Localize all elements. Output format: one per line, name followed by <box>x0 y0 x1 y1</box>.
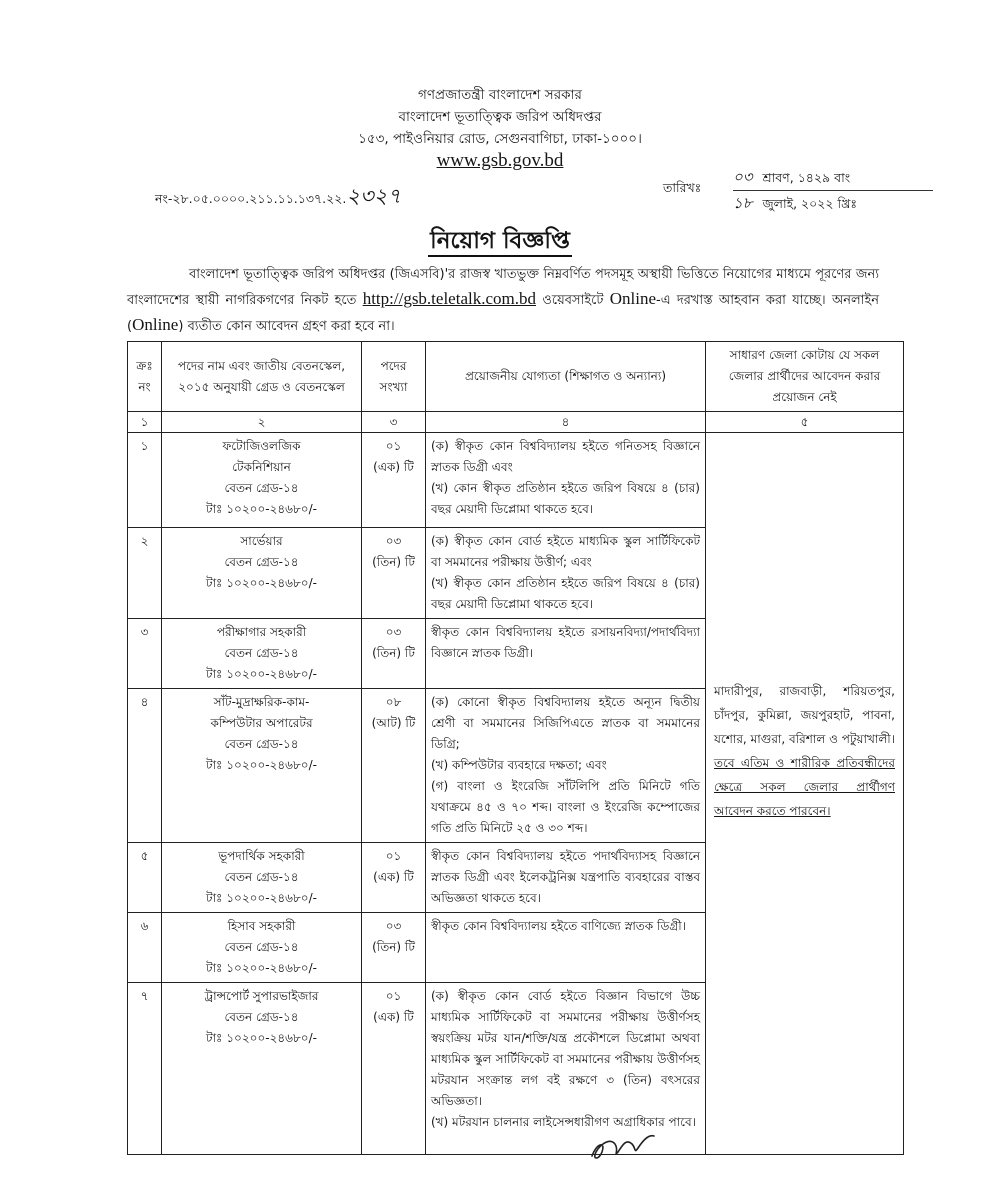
qualification-item: (ক) স্বীকৃত কোন বিশ্ববিদ্যালয় হইতে গনিতসহ বিজ্ঞানে স্নাতক ডিগ্রী এবং <box>431 439 700 474</box>
row-qualification <box>426 528 706 619</box>
row-post <box>162 983 362 1155</box>
posts-table <box>127 341 904 1155</box>
row-serial: ৭ <box>128 983 162 1155</box>
qualification-item: (খ) কম্পিউটার ব্যবহারে দক্ষতা; এবং <box>431 758 607 772</box>
column-number: ৪ <box>426 412 706 433</box>
intro-online-1: Online <box>609 289 657 308</box>
notice-title-text: নিয়োগ বিজ্ঞপ্তি <box>428 228 572 257</box>
count-line: ০৩ <box>385 625 402 639</box>
header-serial: ক্রঃ নং <box>128 342 162 412</box>
row-post <box>162 689 362 843</box>
bangla-date-rest: শ্রাবণ, ১৪২৯ বাং <box>762 170 851 185</box>
notice-title <box>0 222 1000 261</box>
intro-paragraph <box>127 263 879 339</box>
english-date <box>733 190 933 217</box>
post-line: বেতন গ্রেড-১৪ <box>224 481 299 495</box>
row-post <box>162 843 362 913</box>
qualification-item: (খ) স্বীকৃত কোন প্রতিষ্ঠান হইতে জরিপ বিষয়ে ৪ (চার) বছর মেয়াদী ডিপ্লোমা থাকতে হবে। <box>431 576 700 611</box>
row-count <box>362 689 426 843</box>
count-line: (এক) টি <box>373 460 414 474</box>
header-count: পদের সংখ্যা <box>362 342 426 412</box>
count-line: ০১ <box>385 849 402 863</box>
post-line: বেতন গ্রেড-১৪ <box>224 646 299 660</box>
qualification-item: (ক) কোনো স্বীকৃত বিশ্ববিদ্যালয় হইতে অন্যূন দ্বিতীয় শ্রেণী বা সমমানের সিজিপিএতে স্নাতক বা সমমানের ডিগ্রি; <box>431 695 700 751</box>
count-line: ০৩ <box>385 919 402 933</box>
row-post <box>162 913 362 983</box>
bangla-date <box>733 166 933 191</box>
post-line: পরীক্ষাগার সহকারী <box>216 625 307 639</box>
qualification-item: স্বীকৃত কোন বিশ্ববিদ্যালয় হইতে রসায়নবিদ্যা/পদার্থবিদ্যা বিজ্ঞানে স্নাতক ডিগ্রী। <box>431 625 700 660</box>
website-link[interactable]: www.gsb.gov.bd <box>436 150 564 171</box>
post-line: টাঃ ১০২০০-২৪৬৮০/- <box>206 961 317 975</box>
intro-text-1: বাংলাদেশ ভূতাত্ত্বিক জরিপ অধিদপ্তর (জিএসবি)'র রাজস্ব খাতভুক্ত নিম্নবর্ণিত পদসমূহ অস্থায়ী ভিত্তিতে নিয়োগের মাধ্যমে পূরণের জন্য বাংলাদেশের স্থায়ী নাগরিকগণের নিকট হতে <box>127 267 879 308</box>
row-serial: ৫ <box>128 843 162 913</box>
post-line: বেতন গ্রেড-১৪ <box>224 940 299 954</box>
row-post <box>162 619 362 689</box>
row-qualification <box>426 433 706 528</box>
post-line: সাঁট-মুদ্রাক্ষরিক-কাম- <box>213 695 310 709</box>
row-count <box>362 433 426 528</box>
post-line: ভূপদার্থিক সহকারী <box>218 849 305 863</box>
header-qualification: প্রয়োজনীয় যোগ্যতা (শিক্ষাগত ও অন্যান্য) <box>426 342 706 412</box>
table-body <box>128 412 904 1155</box>
intro-text-3: -এ দরখাস্ত আহবান করা যাচ্ছে। অনলাইন ( <box>127 293 879 334</box>
quota-districts: মাদারীপুর, রাজবাড়ী, শরিয়তপুর, চাঁদপুর, কুমিল্লা, জয়পুরহাট, পাবনা, যশোর, মাগুরা, বরিশাল ও পটুয়াখালী। <box>714 684 895 746</box>
english-date-rest: জুলাই, ২০২২ খ্রিঃ <box>762 196 858 211</box>
table-row <box>128 433 904 528</box>
signature-mark <box>588 1122 658 1166</box>
post-line: ট্রান্সপোর্ট সুপারভাইজার <box>204 989 319 1003</box>
memo-number <box>155 180 401 215</box>
post-line: টাঃ ১০২০০-২৪৬৮০/- <box>206 667 317 681</box>
count-line: ০৮ <box>385 695 402 709</box>
row-qualification <box>426 619 706 689</box>
row-count <box>362 983 426 1155</box>
qualification-item: (ক) স্বীকৃত কোন বোর্ড হইতে বিজ্ঞান বিভাগে উচ্চ মাধ্যমিক সার্টিফিকেট বা সমমানের পরীক্ষায় উত্তীর্ণসহ স্বয়ংক্রিয় মটর যান/শক্তি/যন্ত্র প্রকৌশলে ডিপ্লোমা অথবা মাধ্যমিক স্কুল সার্টিফিকেট বা সমমানের পরীক্ষায় উত্তীর্ণসহ মটরযান সংক্রান্ত লগ বই রক্ষণে ৩ (তিন) বৎসরের অভিজ্ঞতা। <box>431 989 700 1108</box>
intro-online-2: Online <box>132 315 179 334</box>
row-serial: ৩ <box>128 619 162 689</box>
qualification-item: (খ) মটরযান চালনার লাইসেন্সধারীগণ অগ্রাধিকার পাবে। <box>431 1115 696 1129</box>
row-serial: ২ <box>128 528 162 619</box>
office-header <box>0 84 1000 172</box>
table-header-row <box>128 342 904 412</box>
column-number: ২ <box>162 412 362 433</box>
row-count <box>362 843 426 913</box>
count-line: (এক) টি <box>373 870 414 884</box>
row-serial: ৬ <box>128 913 162 983</box>
count-line: ০১ <box>385 989 402 1003</box>
row-qualification <box>426 689 706 843</box>
row-qualification <box>426 983 706 1155</box>
column-number: ৫ <box>706 412 904 433</box>
post-line: টেকনিশিয়ান <box>232 460 291 474</box>
row-post <box>162 528 362 619</box>
header-post: পদের নাম এবং জাতীয় বেতনস্কেল, ২০১৫ অনুযায়ী গ্রেড ও বেতনস্কেল <box>162 342 362 412</box>
column-number: ৩ <box>362 412 426 433</box>
memo-number-text: নং-২৮.০৫.০০০০.২১১.১১.১৩৭.২২. <box>155 191 347 206</box>
row-count <box>362 619 426 689</box>
quota-cell <box>706 433 904 1155</box>
post-line: সার্ভেয়ার <box>240 534 283 548</box>
row-count <box>362 913 426 983</box>
qualification-item: স্বীকৃত কোন বিশ্ববিদ্যালয় হইতে পদার্থবিদ্যাসহ বিজ্ঞানে স্নাতক ডিগ্রী এবং ইলেকট্রনিক্স যন্ত্রপাতি ব্যবহারের বাস্তব অভিজ্ঞতা থাকতে হবে। <box>431 849 700 905</box>
govt-name: গণপ্রজাতন্ত্রী বাংলাদেশ সরকার <box>418 87 582 103</box>
count-line: (আট) টি <box>371 716 416 730</box>
count-line: (এক) টি <box>373 1010 414 1024</box>
intro-text-2: ওয়েবসাইটে <box>542 293 604 308</box>
row-qualification <box>426 843 706 913</box>
column-number: ১ <box>128 412 162 433</box>
apply-url-link[interactable]: http://gsb.teletalk.com.bd <box>362 289 536 308</box>
qualification-item: (ক) স্বীকৃত কোন বোর্ড হইতে মাধ্যমিক স্কুল সার্টিফিকেট বা সমমানের পরীক্ষায় উত্তীর্ণ; এবং <box>431 534 700 569</box>
row-post <box>162 433 362 528</box>
count-line: ০১ <box>385 439 402 453</box>
post-line: টাঃ ১০২০০-২৪৬৮০/- <box>206 576 317 590</box>
post-line: বেতন গ্রেড-১৪ <box>224 1010 299 1024</box>
post-line: বেতন গ্রেড-১৪ <box>224 555 299 569</box>
count-line: ০৩ <box>385 534 402 548</box>
qualification-item: স্বীকৃত কোন বিশ্ববিদ্যালয় হইতে বাণিজ্যে স্নাতক ডিগ্রী। <box>431 919 686 933</box>
post-line: কম্পিউটার অপারেটর <box>210 716 313 730</box>
qualification-item: (গ) বাংলা ও ইংরেজি সাঁটলিপি প্রতি মিনিটে গতি যথাক্রমে ৪৫ ও ৭০ শব্দ। বাংলা ও ইংরেজি কম্পোজের গতি প্রতি মিনিটে ২৫ ও ৩০ শব্দ। <box>431 779 700 835</box>
row-qualification <box>426 913 706 983</box>
post-line: টাঃ ১০২০০-২৪৬৮০/- <box>206 502 317 516</box>
memo-handwritten-number: ২৩২৭ <box>346 184 401 208</box>
count-line: (তিন) টি <box>372 646 415 660</box>
quota-note: তবে এতিম ও শারীরিক প্রতিবন্ধীদের ক্ষেত্রে সকল জেলার প্রার্থীগণ আবেদন করতে পারবেন। <box>714 756 895 818</box>
count-line: (তিন) টি <box>372 940 415 954</box>
qualification-item: (খ) কোন স্বীকৃত প্রতিষ্ঠান হইতে জরিপ বিষয়ে ৪ (চার) বছর মেয়াদী ডিপ্লোমা থাকতে হবে। <box>431 481 700 516</box>
department-name: বাংলাদেশ ভূতাত্ত্বিক জরিপ অধিদপ্তর <box>398 109 602 125</box>
post-line: বেতন গ্রেড-১৪ <box>224 870 299 884</box>
post-line: ফটোজিওলজিক <box>222 439 301 453</box>
date-label: তারিখঃ <box>663 180 702 195</box>
post-line: বেতন গ্রেড-১৪ <box>224 737 299 751</box>
row-serial: ৪ <box>128 689 162 843</box>
bangla-date-day: ০৩ <box>733 168 753 186</box>
english-date-day: ১৮ <box>733 194 753 212</box>
header-quota: সাধারণ জেলা কোটায় যে সকল জেলার প্রার্থীদের আবেদন করার প্রয়োজন নেই <box>706 342 904 412</box>
column-number-row <box>128 412 904 433</box>
row-serial: ১ <box>128 433 162 528</box>
post-line: টাঃ ১০২০০-২৪৬৮০/- <box>206 1031 317 1045</box>
row-count <box>362 528 426 619</box>
post-line: টাঃ ১০২০০-২৪৬৮০/- <box>206 891 317 905</box>
count-line: (তিন) টি <box>372 555 415 569</box>
post-line: টাঃ ১০২০০-২৪৬৮০/- <box>206 758 317 772</box>
intro-text-4: ) ব্যতীত কোন আবেদন গ্রহণ করা হবে না। <box>178 319 395 334</box>
post-line: হিসাব সহকারী <box>227 919 296 933</box>
office-address: ১৫৩, পাইওনিয়ার রোড, সেগুনবাগিচা, ঢাকা-১০০০। <box>358 131 642 147</box>
